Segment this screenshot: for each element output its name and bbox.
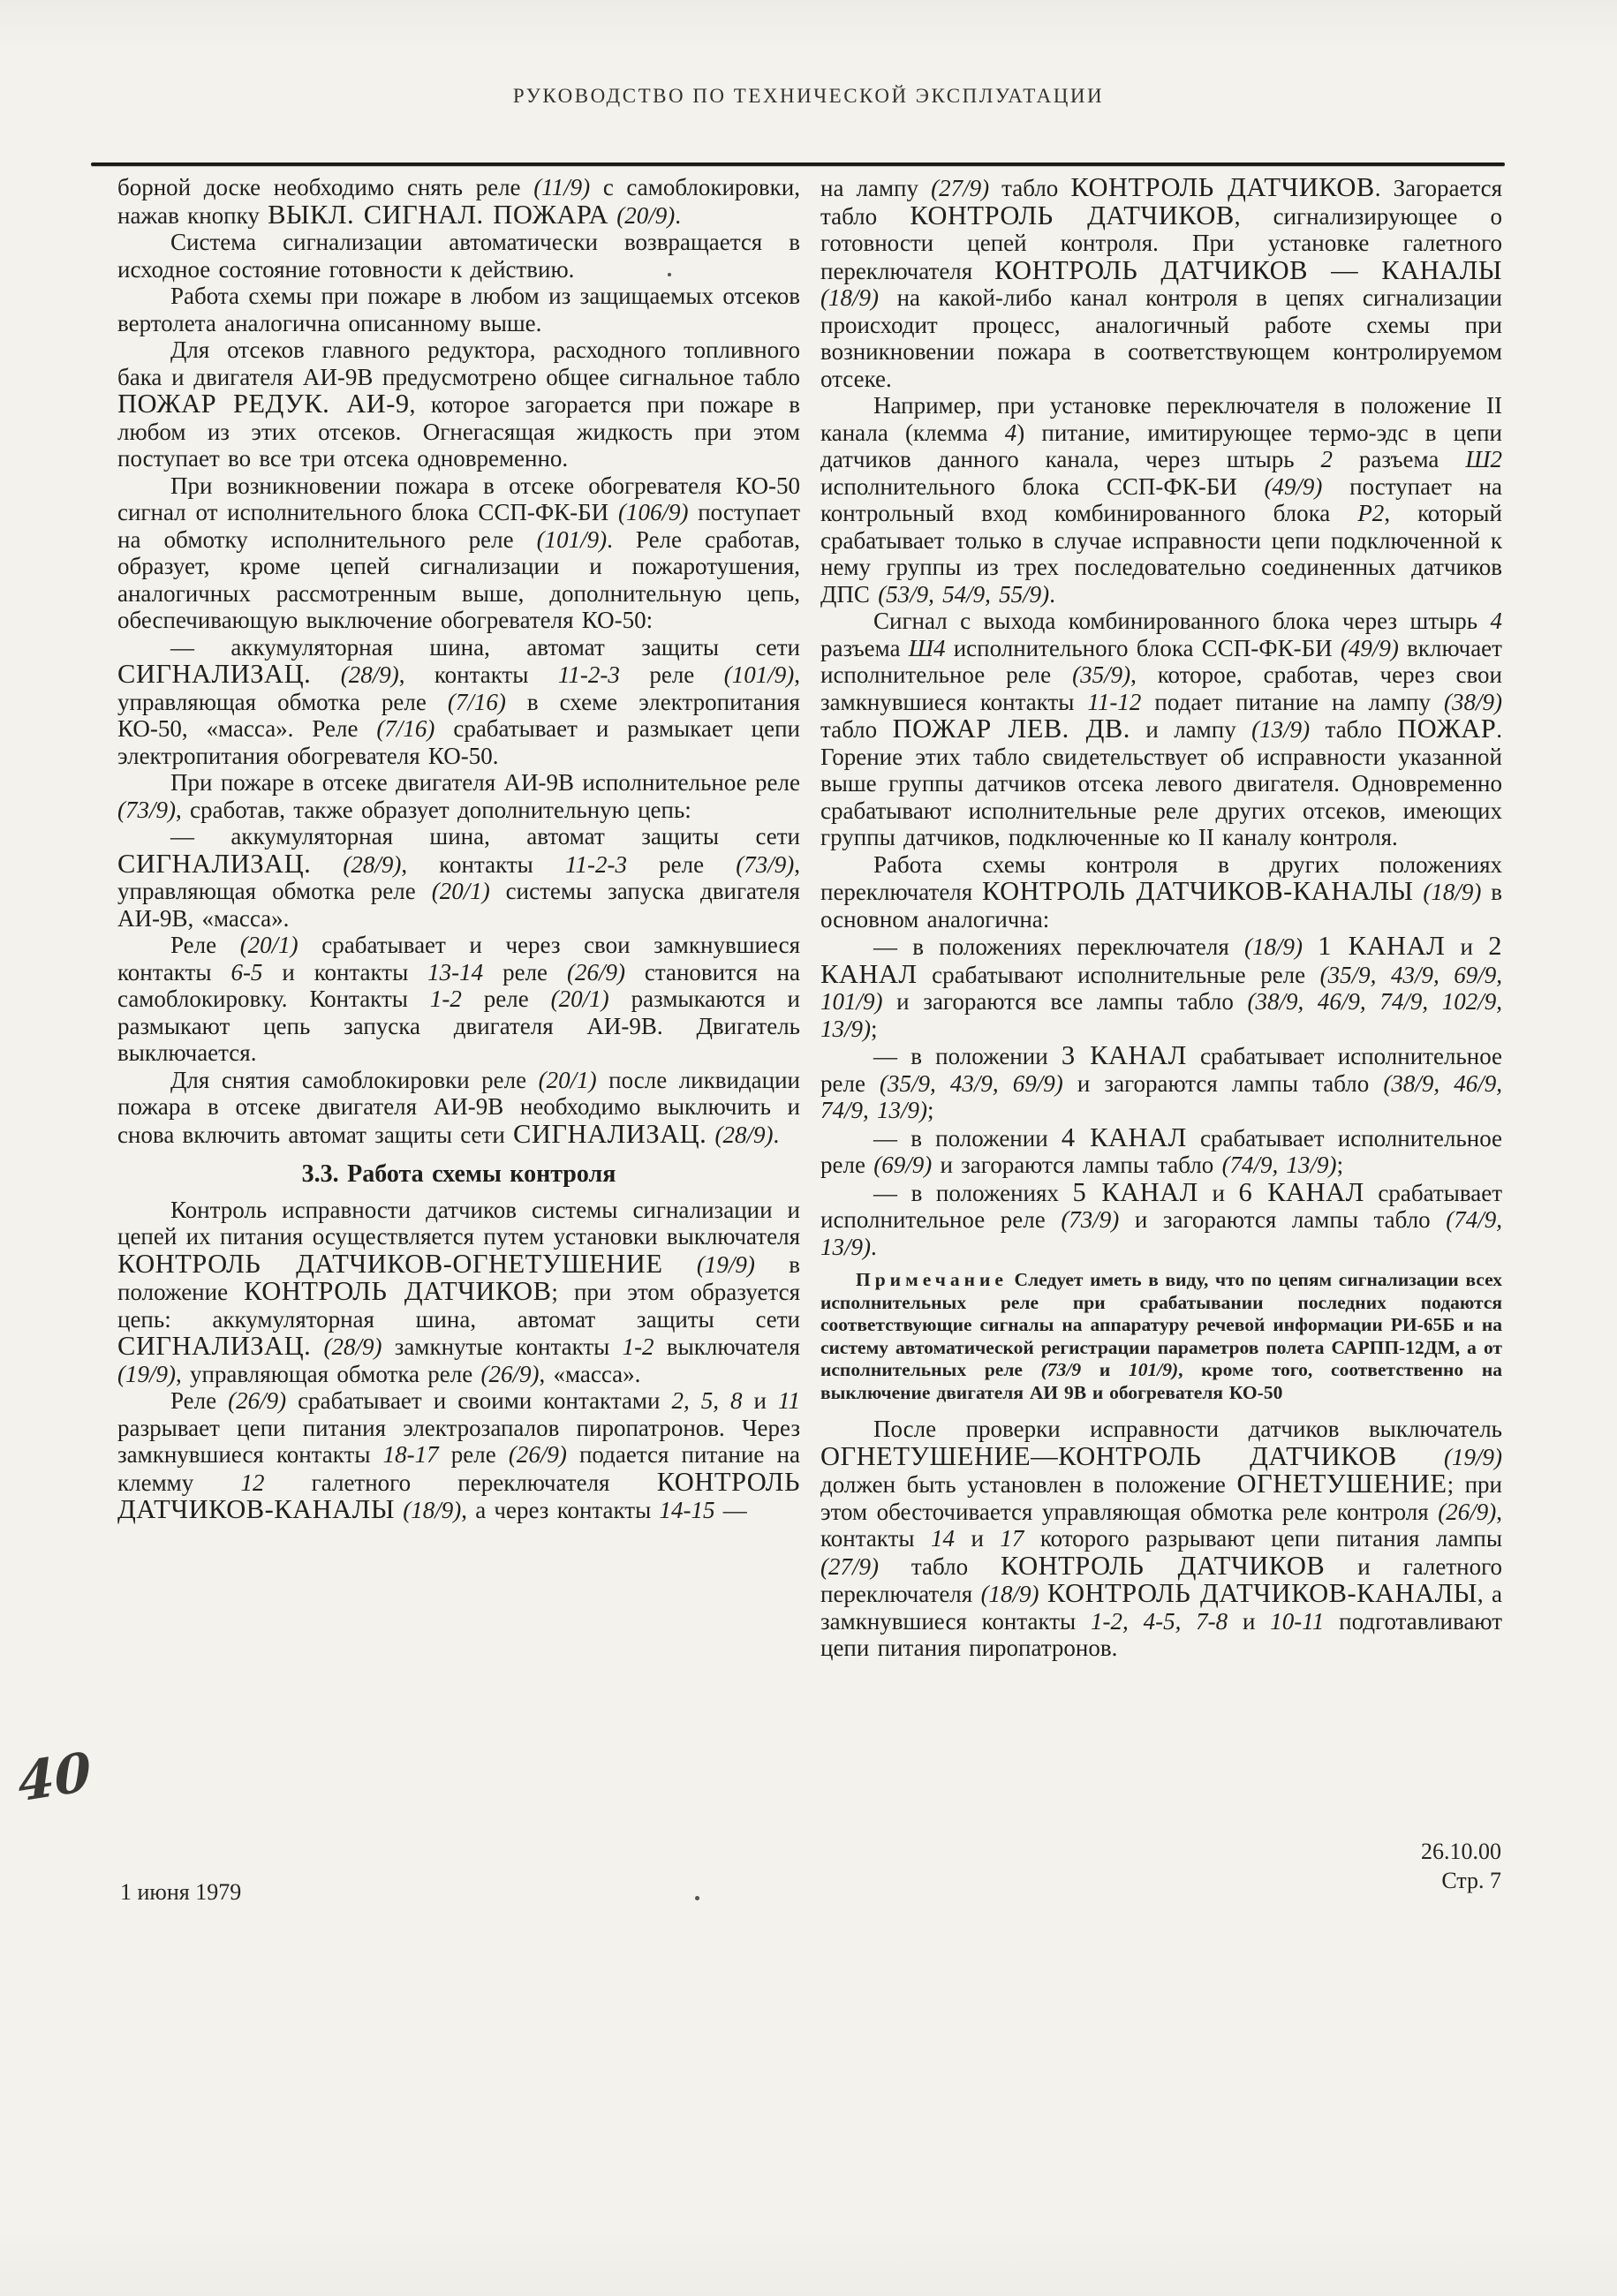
header-divider-rule <box>91 162 1505 166</box>
scan-artifact-dot <box>668 273 671 276</box>
body-paragraph: Для снятия самоблокировки реле (20/1) после ликвидации пожара в отсеке двигателя АИ-9В необходимо выключить и снова включить автомат защиты сети СИГНАЛИЗАЦ. (28/9). <box>117 1066 801 1149</box>
footer-issue-date: 1 июня 1979 <box>120 1879 242 1905</box>
body-paragraph: — в положениях переключателя (18/9) 1 КАНАЛ и 2 КАНАЛ срабатывают исполнительные реле (35/9, 43/9, 69/9, 101/9) и загораются все лампы табло (38/9, 46/9, 74/9, 102/9, 13/9); <box>820 931 1503 1042</box>
body-paragraph: Работа схемы контроля в других положениях переключателя КОНТРОЛЬ ДАТЧИКОВ-КАНАЛЫ (18/9) в основном аналогична: <box>820 850 1502 933</box>
body-paragraph: — в положении 3 КАНАЛ срабатывает исполнительное реле (35/9, 43/9, 69/9) и загораются лампы табло (38/9, 46/9, 74/9, 13/9); <box>820 1040 1503 1123</box>
body-paragraph: Для отсеков главного редуктора, расходного топливного бака и двигателя АИ-9В предусмотрено общее сигнальное табло ПОЖАР РЕДУК. АИ-9, которое загорается при пожаре в любом из этих отсеков. Огнегасящая жидкость при этом поступает во все три отсека одновременно. <box>117 336 800 472</box>
body-paragraph: Работа схемы при пожаре в любом из защищаемых отсеков вертолета аналогична описанному выше. <box>117 283 800 336</box>
section-heading: 3.3. Работа схемы контроля <box>301 1160 616 1188</box>
body-paragraph: Реле (20/1) срабатывает и через свои замкнувшиеся контакты 6-5 и контакты 13-14 реле (26/9) становится на самоблокировку. Контакты 1-2 реле (20/1) размыкаются и размыкают цепь запуска двигателя АИ-9В. Двигатель выключается. <box>117 932 800 1066</box>
right-column <box>820 174 1502 1662</box>
page-header-title: РУКОВОДСТВО ПО ТЕХНИЧЕСКОЙ ЭКСПЛУАТАЦИИ <box>512 85 1105 107</box>
scan-artifact-dot <box>695 1896 699 1900</box>
left-column <box>117 174 800 1524</box>
body-paragraph: После проверки исправности датчиков выключатель ОГНЕТУШЕНИЕ—КОНТРОЛЬ ДАТЧИКОВ (19/9) должен быть установлен в положение ОГНЕТУШЕНИЕ; при этом обесточивается управляющая обмотка реле контроля (26/9), контакты 14 и 17 которого разрывают цепи питания лампы (27/9) табло КОНТРОЛЬ ДАТЧИКОВ и галетного переключателя (18/9) КОНТРОЛЬ ДАТЧИКОВ-КАНАЛЫ, а замкнувшиеся контакты 1-2, 4-5, 7-8 и 10-11 подготавливают цепи питания пиропатронов. <box>820 1416 1503 1661</box>
note-paragraph: Примечание Следует иметь в виду, что по цепям сигнализации всех исполнительных реле при срабатывании последних подаются соответствующие сигналы на аппаратуру речевой информации РИ-65Б и на систему автоматической регистрации параметров полета САРПП-12ДМ, а от исполнительных реле (73/9 и 101/9), кроме того, соответственно на выключение двигателя АИ 9В и обогревателя КО-50 <box>820 1269 1503 1403</box>
body-paragraph: Реле (26/9) срабатывает и своими контактами 2, 5, 8 и 11 разрывает цепи питания электрозапалов пиропатронов. Через замкнувшиеся контакты 18-17 реле (26/9) подается питание на клемму 12 галетного переключателя КОНТРОЛЬ ДАТЧИКОВ-КАНАЛЫ (18/9), а через контакты 14-15 — <box>117 1387 800 1524</box>
body-paragraph: Система сигнализации автоматически возвращается в исходное состояние готовности к действию. <box>117 229 800 283</box>
body-paragraph: Сигнал с выхода комбинированного блока через штырь 4 разъема Ш4 исполнительного блока ССП-ФК-БИ (49/9) включает исполнительное реле (35/9), которое, сработав, через свои замкнувшиеся контакты 11-12 подает питание на лампу (38/9) табло ПОЖАР ЛЕВ. ДВ. и лампу (13/9) табло ПОЖАР. Горение этих табло свидетельствует об исправности указанной выше группы датчиков отсека левого двигателя. Одновременно срабатывают исполнительные реле других отсеков, имеющих группы датчиков, подключенные ко II каналу контроля. <box>820 608 1503 850</box>
body-paragraph: — в положениях 5 КАНАЛ и 6 КАНАЛ срабатывает исполнительное реле (73/9) и загораются лампы табло (74/9, 13/9). <box>820 1176 1503 1260</box>
body-paragraph: Например, при установке переключателя в положение II канала (клемма 4) питание, имитирующее термо-эдс в цепи датчиков данного канала, через штырь 2 разъема Ш2 исполнительного блока ССП-ФК-БИ (49/9) поступает на контрольный вход комбинированного блока Р2, который срабатывает только в случае исправности цепи подключенной к нему группы из трех последовательно соединенных датчиков ДПС (53/9, 54/9, 55/9). <box>820 392 1502 608</box>
footer-doc-number: 26.10.00 <box>1421 1839 1501 1864</box>
handwritten-margin-note: 40 <box>16 1741 93 1815</box>
body-paragraph: При возникновении пожара в отсеке обогревателя КО-50 сигнал от исполнительного блока ССП-ФК-БИ (106/9) поступает на обмотку исполнительного реле (101/9). Реле сработав, образует, кроме цепей сигнализации и пожаротушения, аналогичных рассмотренным выше, дополнительную цепь, обеспечивающую выключение обогревателя КО-50: <box>117 472 801 633</box>
body-paragraph: на лампу (27/9) табло КОНТРОЛЬ ДАТЧИКОВ. Загорается табло КОНТРОЛЬ ДАТЧИКОВ, сигнализирующее о готовности цепей контроля. При установке галетного переключателя КОНТРОЛЬ ДАТЧИКОВ — КАНАЛЫ (18/9) на какой-либо канал контроля в цепях сигнализации происходит процесс, аналогичный работе схемы при возникновении пожара в соответствующем контролируемом отсеке. <box>820 172 1503 392</box>
footer-page-number: Стр. 7 <box>1441 1868 1501 1893</box>
body-paragraph: — аккумуляторная шина, автомат защиты сети СИГНАЛИЗАЦ. (28/9), контакты 11-2-3 реле (101/9), управляющая обмотка реле (7/16) в схеме электропитания КО-50, «масса». Реле (7/16) срабатывает и размыкает цепи электропитания обогревателя КО-50. <box>117 633 800 769</box>
body-paragraph: — аккумуляторная шина, автомат защиты сети СИГНАЛИЗАЦ. (28/9), контакты 11-2-3 реле (73/9), управляющая обмотка реле (20/1) системы запуска двигателя АИ-9В, «масса». <box>117 823 800 932</box>
body-paragraph: Контроль исправности датчиков системы сигнализации и цепей их питания осуществляется путем установки выключателя КОНТРОЛЬ ДАТЧИКОВ-ОГНЕТУШЕНИЕ (19/9) в положение КОНТРОЛЬ ДАТЧИКОВ; при этом образуется цепь: аккумуляторная шина, автомат защиты сети СИГНАЛИЗАЦ. (28/9) замкнутые контакты 1-2 выключателя (19/9), управляющая обмотка реле (26/9), «масса». <box>117 1196 801 1387</box>
body-paragraph: борной доске необходимо снять реле (11/9) с самоблокировки, нажав кнопку ВЫКЛ. СИГНАЛ. ПОЖАРА (20/9). <box>117 174 800 230</box>
body-paragraph: — в положении 4 КАНАЛ срабатывает исполнительное реле (69/9) и загораются лампы табло (74/9, 13/9); <box>820 1122 1503 1178</box>
footer-reference <box>1421 1837 1501 1895</box>
body-paragraph: При пожаре в отсеке двигателя АИ-9В исполнительное реле (73/9), сработав, также образует дополнительную цепь: <box>117 769 800 823</box>
